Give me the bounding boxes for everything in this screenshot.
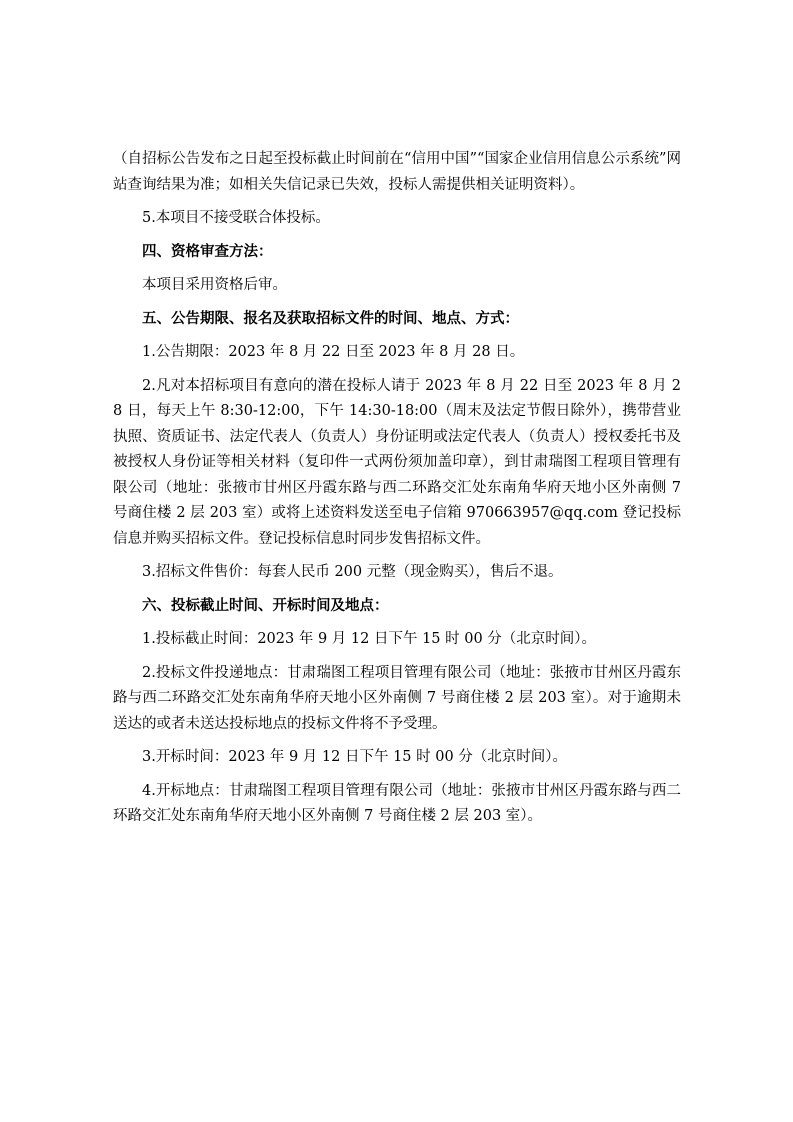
heading-section-5-announcement-registration: 五、公告期限、报名及获取招标文件的时间、地点、方式： xyxy=(142,310,519,327)
paragraph-document-price: 3.招标文件售价：每套人民币 200 元整（现金购买），售后不退。 xyxy=(142,564,563,580)
heading-section-6-bid-deadline-opening: 六、投标截止时间、开标时间及地点： xyxy=(142,597,389,614)
paragraph-announcement-period: 1.公告期限：2023 年 8 月 22 日至 2023 年 8 月 28 日。 xyxy=(142,344,525,360)
paragraph-qualification-credit-note: （自招标公告发布之日起至投标截止时间前在“信用中国”“国家企业信用信息公示系统”网站查询结果为准；如相关失信记录已失效，投标人需提供相关证明资料）。 xyxy=(113,151,681,193)
paragraph-bid-deadline: 1.投标截止时间：2023 年 9 月 12 日下午 15 时 00 分（北京时间）。 xyxy=(142,631,597,647)
paragraph-opening-time: 3.开标时间：2023 年 9 月 12 日下午 15 时 00 分（北京时间）。 xyxy=(142,749,568,765)
paragraph-bid-delivery-location: 2.投标文件投递地点：甘肃瑞图工程项目管理有限公司（地址：张掖市甘州区丹霞东路与西二环路交汇处东南角华府天地小区外南侧 7 号商住楼 2 层 203 室）。对于逾期未送达的或者未送达投标地点的投标文件将不予受理。 xyxy=(113,664,681,732)
paragraph-post-qualification: 本项目采用资格后审。 xyxy=(142,277,287,293)
heading-section-4-qualification-review: 四、资格审查方法： xyxy=(142,243,273,260)
paragraph-no-consortium: 5.本项目不接受联合体投标。 xyxy=(142,210,330,226)
paragraph-registration-details: 2.凡对本招标项目有意向的潜在投标人请于 2023 年 8 月 22 日至 2023 年 8 月 28 日，每天上午 8:30-12:00，下午 14:30-18:00（周末及法定节假日除外），携带营业执照、资质证书、法定代表人（负责人）身份证明或法定代表人（负责人）授权委托书及被授权人身份证等相关材料（复印件一式两份须加盖印章），到甘肃瑞图工程项目管理有限公司（地址：张掖市甘州区丹霞东路与西二环路交汇处东南角华府天地小区外南侧 7 号商住楼 2 层 203 室）或将上述资料发送至电子信箱 970663957@qq.com 登记投标信息并购买招标文件。登记投标信息时同步发售招标文件。 xyxy=(113,377,681,547)
paragraph-opening-location: 4.开标地点：甘肃瑞图工程项目管理有限公司（地址：张掖市甘州区丹霞东路与西二环路交汇处东南角华府天地小区外南侧 7 号商住楼 2 层 203 室）。 xyxy=(113,782,681,824)
document-body xyxy=(113,147,681,838)
